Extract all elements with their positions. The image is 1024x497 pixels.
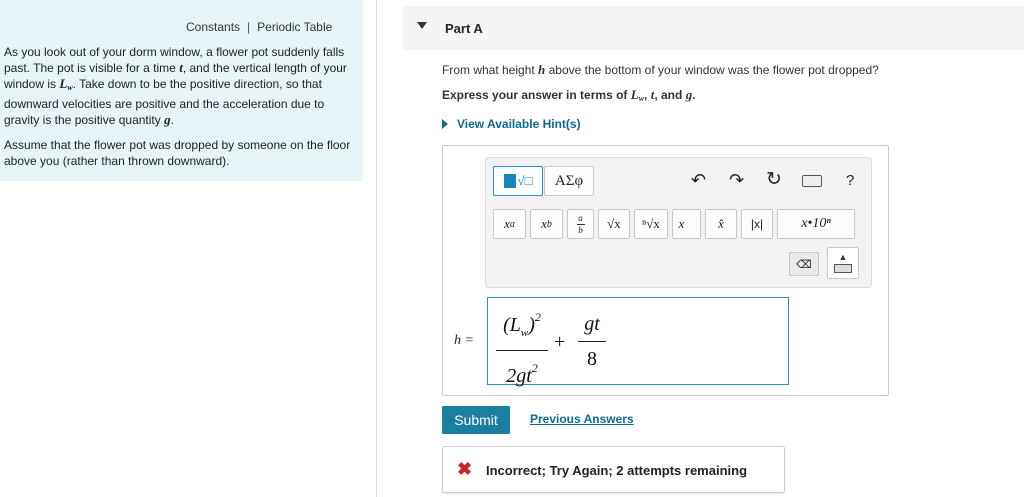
answer-instruction: Express your answer in terms of $L_w$, t, and g.	[442, 87, 696, 103]
panel-divider	[376, 0, 377, 497]
answer-fraction-2: gt 8	[578, 312, 606, 371]
answer-label: h =	[454, 333, 474, 348]
greek-symbols-button[interactable]: ΑΣφ	[544, 166, 594, 196]
math-toolbar	[485, 157, 872, 288]
absolute-value-button[interactable]: |x|	[741, 209, 773, 239]
template-square-icon	[504, 174, 516, 188]
periodic-table-link[interactable]: Periodic Table	[257, 20, 333, 34]
undo-icon[interactable]: ↶	[691, 170, 707, 190]
backspace-button[interactable]: ⌫	[789, 252, 819, 276]
collapse-caret-icon[interactable]	[417, 22, 427, 29]
part-title: Part A	[445, 21, 483, 36]
superscript-button[interactable]: x a	[493, 209, 526, 239]
answer-fraction-1: $(L_w)^2$ $2gt^2$	[496, 305, 548, 388]
var-g: g	[164, 112, 171, 127]
unit-vector-button[interactable]: x̂	[705, 209, 737, 239]
answer-input[interactable]	[487, 297, 789, 385]
subscript-button[interactable]: x b	[530, 209, 563, 239]
fraction-button[interactable]: a b	[567, 209, 594, 239]
var-t: t	[179, 60, 183, 75]
problem-box	[0, 0, 363, 181]
keyboard-icon	[834, 264, 852, 273]
nth-root-button[interactable]: ⁿ√x	[634, 209, 668, 239]
problem-text-1: As you look out of your dorm window, a flower pot suddenly falls past. The pot is visible for a time	[4, 45, 345, 75]
view-hints-link[interactable]: View Available Hint(s)	[442, 117, 581, 131]
scientific-notation-button[interactable]: x•10ⁿ	[777, 209, 855, 239]
templates-button[interactable]: √□	[493, 166, 543, 196]
submit-button[interactable]: Submit	[442, 406, 510, 434]
help-icon[interactable]: ?	[846, 172, 855, 189]
keyboard-shortcuts-icon[interactable]	[802, 175, 822, 187]
part-header[interactable]	[403, 6, 1024, 50]
var-lw: $L_w$	[59, 76, 73, 92]
plus-operator: +	[554, 331, 566, 353]
previous-answers-link[interactable]: Previous Answers	[530, 412, 634, 426]
vector-button[interactable]: x⃗	[672, 209, 701, 239]
problem-panel	[0, 0, 376, 497]
expand-caret-icon	[442, 119, 448, 129]
square-root-button[interactable]: √x	[598, 209, 630, 239]
feedback-box	[442, 446, 785, 493]
answer-box	[442, 145, 889, 396]
resource-links	[186, 20, 332, 34]
question-text: From what height h above the bottom of your window was the flower pot dropped?	[442, 62, 879, 77]
problem-text-3: . Take down to be the positive direction, so that downward velocities are positive and the acceleration due to gravity is the positive quantity	[4, 77, 325, 127]
problem-assumption: Assume that the flower pot was dropped by someone on the floor above you (rather than thrown downward).	[4, 138, 351, 168]
redo-icon[interactable]: ↷	[729, 170, 745, 190]
chevron-up-icon: ▲	[838, 252, 848, 262]
incorrect-icon: ✖	[457, 459, 473, 479]
problem-statement: As you look out of your dorm window, a flower pot suddenly falls past. The pot is visible for a time t, and the vertical length of your window is $L_w$. Take down to be the positive direction, so that downward velocities are positive and the acceleration due to gravity is the positive quantity g.	[4, 45, 347, 127]
link-separator: |	[247, 20, 251, 34]
feedback-text: Incorrect; Try Again; 2 attempts remaining	[486, 463, 748, 478]
problem-text-2: , and the vertical length of your window is	[4, 61, 347, 91]
keyboard-toggle-button[interactable]	[827, 247, 859, 279]
constants-link[interactable]: Constants	[186, 20, 241, 34]
reset-icon[interactable]: ↻	[766, 169, 782, 190]
